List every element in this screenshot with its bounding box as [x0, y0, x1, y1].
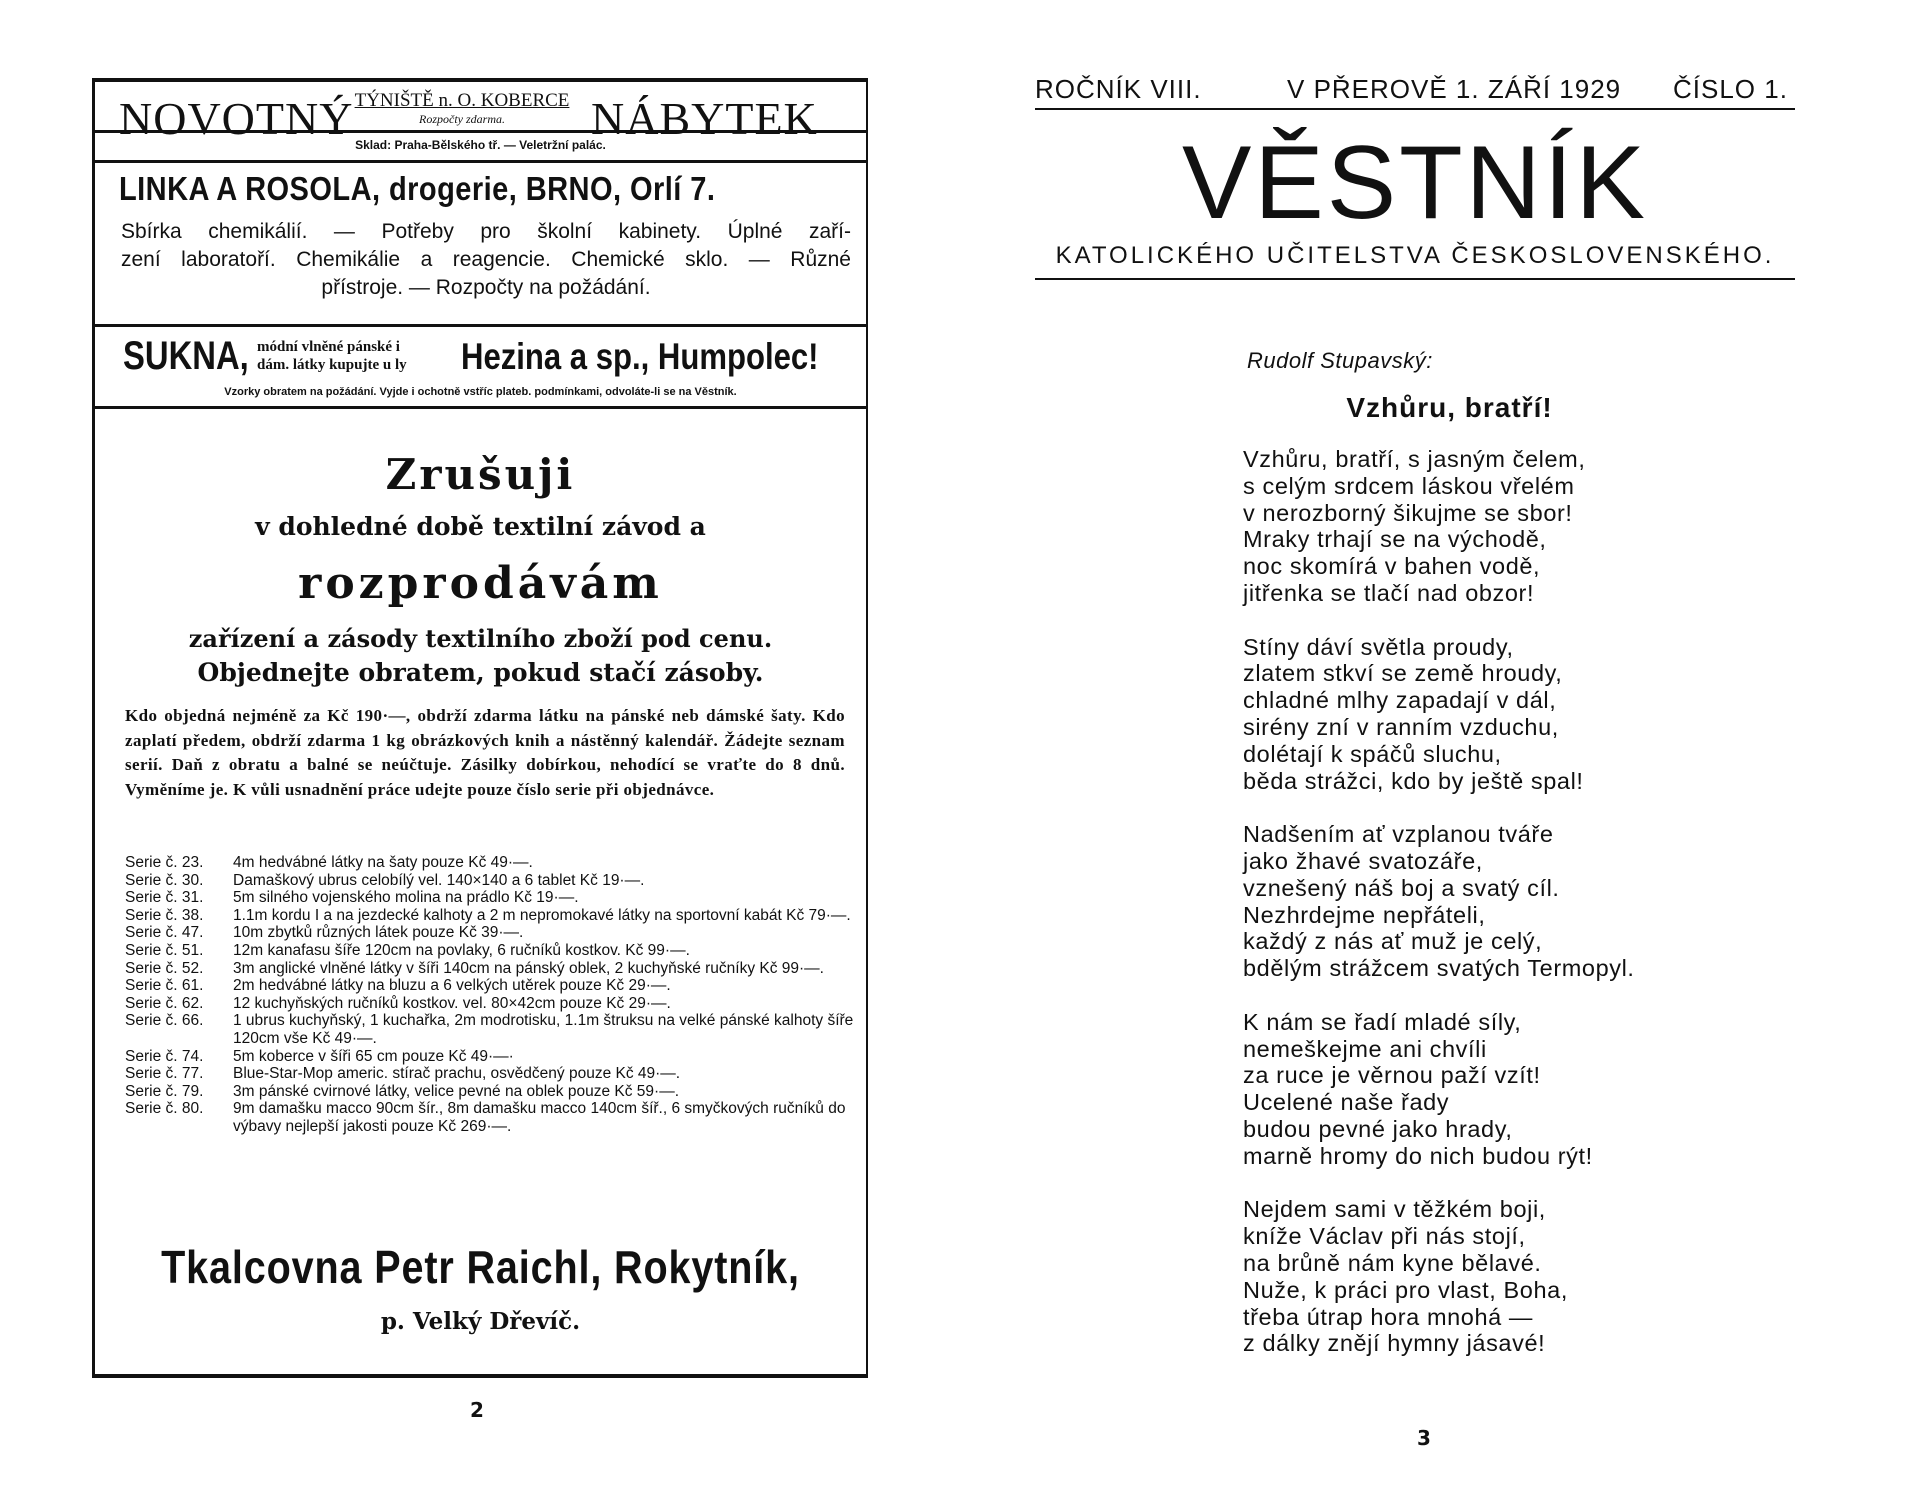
- poem-line: kníže Václav při nás stojí,: [1243, 1223, 1526, 1250]
- raichl-headline-2: rozprodávám: [298, 558, 663, 609]
- poem-line: chladné mlhy zapadají v dál,: [1243, 687, 1557, 714]
- novotny-product: NÁBYTEK: [591, 93, 818, 144]
- raichl-line-1: zařízení a zásody textilního zboží pod cenu.: [188, 624, 773, 653]
- list-item: [125, 995, 855, 1013]
- poem-line: z dálky znějí hymny jásavé!: [1243, 1330, 1546, 1357]
- poem-line: bdělým strážcem svatých Termopyl.: [1243, 955, 1635, 982]
- poem-line: s celým srdcem láskou vřelém: [1243, 472, 1575, 499]
- series-text: 2m hedvábné látky na bluzu a 6 velkých utěrek pouze Kč 29·—.: [233, 977, 671, 995]
- poem-stanza: [1243, 1009, 1635, 1170]
- series-text: 9m damašku macco 90cm šír., 8m damašku macco 140cm šíř., 6 smyčkových ručníků do výbavy nejlepší jakosti pouze Kč 269·—.: [233, 1100, 846, 1135]
- list-item: [125, 1065, 855, 1083]
- linka-title: LINKA A ROSOLA, drogerie, BRNO, Orlí 7.: [119, 170, 716, 207]
- poem-line: Nejdem sami v těžkém boji,: [1243, 1196, 1546, 1223]
- series-label: Serie č. 47.: [125, 924, 204, 942]
- sukna-word: SUKNA,: [123, 334, 249, 378]
- poem-stanza: [1243, 1196, 1635, 1357]
- poem-title: Vzhůru, bratří!: [1346, 392, 1553, 423]
- poem-line: Nuže, k práci pro vlast, Boha,: [1243, 1276, 1568, 1303]
- poem-line: jitřenka se tlačí nad obzor!: [1243, 579, 1535, 606]
- poem-stanza: [1243, 446, 1635, 607]
- list-item: [125, 854, 855, 872]
- series-text: 5m koberce v šíři 65 cm pouze Kč 49·—·: [233, 1047, 514, 1065]
- poem-line: Mraky trhají se na východě,: [1243, 526, 1547, 553]
- series-text: 5m silného vojenského molina na prádlo Kč 19·—.: [233, 889, 579, 907]
- sukna-small-line: módní vlněné pánské i: [257, 339, 400, 355]
- list-item: [125, 1048, 855, 1066]
- header-issue: ČÍSLO 1.: [1673, 74, 1788, 104]
- series-list: [125, 854, 855, 1136]
- novotny-sklad: Sklad: Praha-Bělského tř. — Veletržní palác.: [355, 138, 606, 152]
- sukna-note: Vzorky obratem na požádání. Vyjde i ochotně vstříc plateb. podmínkami, odvoláte-li se na Věstník.: [224, 386, 737, 398]
- series-label: Serie č. 74.: [125, 1047, 204, 1065]
- raichl-line-2: Objednejte obratem, pokud stačí zásoby.: [197, 658, 764, 687]
- novotny-city: TÝNIŠTĚ n. O. KOBERCE: [354, 90, 570, 111]
- sukna-small-text: [257, 338, 407, 374]
- poem-author: Rudolf Stupavský:: [1247, 348, 1433, 373]
- sukna-small-line: dám. látky kupujte u ly: [257, 357, 407, 373]
- poem-line: Stíny dáví světla proudy,: [1243, 633, 1514, 660]
- poem-line: třeba útrap hora mnohá —: [1243, 1303, 1534, 1330]
- poem-line: nemeškejme ani chvíli: [1243, 1035, 1487, 1062]
- series-text: 3m anglické vlněné látky v šíři 140cm na pánský oblek, 2 kuchyňské ručníky Kč 99·—.: [233, 959, 824, 977]
- masthead-rule: [1035, 278, 1795, 280]
- poem-line: Ucelené naše řady: [1243, 1089, 1450, 1116]
- list-item: [125, 942, 855, 960]
- header-place-date: V PŘEROVĚ 1. ZÁŘÍ 1929: [1287, 74, 1622, 104]
- poem-line: marně hromy do nich budou rýt!: [1243, 1142, 1593, 1169]
- series-label: Serie č. 51.: [125, 941, 204, 959]
- poem-line: v nerozborný šikujme se sbor!: [1243, 499, 1573, 526]
- poem-line: za ruce je věrnou paží vzít!: [1243, 1062, 1541, 1089]
- poem-line: Nadšením ať vzplanou tváře: [1243, 821, 1554, 848]
- series-text: Damaškový ubrus celobílý vel. 140×140 a 6 tablet Kč 19·—.: [233, 871, 645, 889]
- series-text: 4m hedvábné látky na šaty pouze Kč 49·—.: [233, 854, 533, 871]
- novotny-subline: Rozpočty zdarma.: [419, 112, 505, 126]
- series-label: Serie č. 52.: [125, 959, 204, 977]
- list-item: [125, 977, 855, 995]
- series-text: Blue-Star-Mop americ. stírač prachu, osvědčený pouze Kč 49·—.: [233, 1065, 681, 1083]
- poem-line: Vzhůru, bratří, s jasným čelem,: [1243, 446, 1586, 472]
- series-text: 10m zbytků různých látek pouze Kč 39·—.: [233, 924, 524, 942]
- poem-line: budou pevné jako hrady,: [1243, 1115, 1513, 1142]
- series-text: 3m pánské cvirnové látky, velice pevné na oblek pouze Kč 59·—.: [233, 1082, 680, 1100]
- poem-line: vznešený náš boj a svatý cíl.: [1243, 874, 1560, 901]
- novotny-name: NOVOTNÝ: [119, 93, 354, 144]
- series-label: Serie č. 61.: [125, 977, 204, 995]
- list-item: [125, 889, 855, 907]
- poem-line: noc skomírá v bahen vodě,: [1243, 553, 1541, 580]
- linka-text: [121, 218, 851, 302]
- poem-line: Nezhrdejme nepřáteli,: [1243, 901, 1486, 928]
- divider: [95, 324, 866, 327]
- masthead: VĚSTNÍK: [1182, 125, 1648, 241]
- series-text: 12 kuchyňských ručníků kostkov. vel. 80×42cm pouze Kč 29·—.: [233, 994, 671, 1012]
- list-item: [125, 1100, 855, 1135]
- raichl-headline: Zrušuji: [385, 450, 576, 499]
- sukna-firm: Hezina a sp., Humpolec!: [461, 336, 819, 377]
- raichl-place: p. Velký Dřevíč.: [380, 1308, 581, 1335]
- raichl-firm: Tkalcovna Petr Raichl, Rokytník,: [161, 1241, 800, 1293]
- series-label: Serie č. 79.: [125, 1082, 204, 1100]
- poem-line: dolétají k spáčů sluchu,: [1243, 740, 1502, 767]
- poem-body: [1243, 446, 1635, 1384]
- novotny-middle: [347, 90, 577, 127]
- series-label: Serie č. 23.: [125, 854, 204, 871]
- list-item: [125, 1083, 855, 1101]
- poem-line: na brůně nám kyne bělavé.: [1243, 1249, 1542, 1276]
- divider: [95, 130, 866, 133]
- poem-line: zlatem stkví se země hroudy,: [1243, 660, 1563, 687]
- raichl-subline: v dohledné době textilní závod a: [255, 512, 706, 541]
- right-page: [953, 0, 1906, 1500]
- series-text: 12m kanafasu šíře 120cm na povlaky, 6 ručníků kostkov. Kč 99·—.: [233, 941, 690, 959]
- linka-line: přístroje. — Rozpočty na požádání.: [321, 276, 651, 299]
- advertisement-box: [92, 78, 868, 1378]
- masthead-subtitle: KATOLICKÉHO UČITELSTVA ČESKOSLOVENSKÉHO.: [1055, 242, 1775, 269]
- divider: [95, 160, 866, 163]
- poem-line: jako žhavé svatozáře,: [1243, 847, 1483, 874]
- page-number: 2: [470, 1398, 484, 1422]
- series-label: Serie č. 38.: [125, 906, 204, 924]
- series-label: Serie č. 31.: [125, 889, 204, 907]
- list-item: [125, 960, 855, 978]
- poem-line: sirény zní v ranním vzduchu,: [1243, 713, 1559, 740]
- series-label: Serie č. 77.: [125, 1065, 204, 1083]
- linka-line: zení laboratoří. Chemikálie a reagencie. Chemické sklo. — Různé: [121, 248, 851, 271]
- list-item: [125, 872, 855, 890]
- poem-stanza: [1243, 634, 1635, 795]
- list-item: [125, 1012, 855, 1047]
- raichl-paragraph: Kdo objedná nejméně za Kč 190·—, obdrží zdarma látku na pánské neb dámské šaty. Kdo zaplatí předem, obdrží zdarma 1 kg obrázkových knih a nástěnný kalendář. Žádejte seznam serií. Daň z obratu a balné se neúčtuje. Zásilky dobírkou, nehodící se vraťte do 8 dnů. Vyměníme je. K vůli usnadnění práce udejte pouze číslo serie při objednávce.: [125, 706, 845, 799]
- series-text: 1.1m kordu I a na jezdecké kalhoty a 2 m nepromokavé látky na sportovní kabát Kč 79·—.: [233, 906, 851, 924]
- series-label: Serie č. 30.: [125, 871, 204, 889]
- series-label: Serie č. 66.: [125, 1012, 204, 1030]
- page-number: 3: [1417, 1426, 1431, 1450]
- divider: [95, 406, 866, 409]
- linka-line: Sbírka chemikálií. — Potřeby pro školní kabinety. Úplné zaří-: [121, 220, 851, 243]
- list-item: [125, 907, 855, 925]
- series-text: 1 ubrus kuchyňský, 1 kuchařka, 2m modrotisku, 1.1m štruksu na velké pánské kalhoty šíře 120cm vše Kč 49·—.: [233, 1012, 854, 1047]
- poem-line: běda strážci, kdo by ještě spal!: [1243, 767, 1584, 794]
- series-label: Serie č. 62.: [125, 994, 204, 1012]
- poem-line: K nám se řadí mladé síly,: [1243, 1008, 1522, 1035]
- poem-stanza: [1243, 821, 1635, 982]
- header-rule: [1035, 108, 1795, 110]
- poem-line: každý z nás ať muž je celý,: [1243, 928, 1543, 955]
- header-volume: ROČNÍK VIII.: [1035, 74, 1202, 104]
- series-label: Serie č. 80.: [125, 1100, 204, 1118]
- list-item: [125, 924, 855, 942]
